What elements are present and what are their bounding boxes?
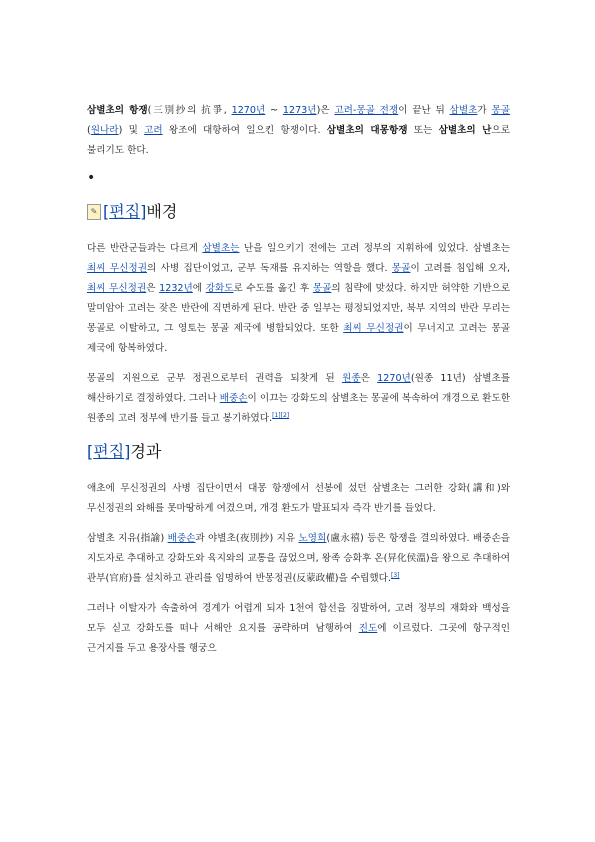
link-choe-regime[interactable]: 최씨 무신정권 xyxy=(87,263,147,274)
edit-link[interactable]: 편집 xyxy=(93,442,125,461)
link-wonjong[interactable]: 원종 xyxy=(342,373,361,384)
link-1232[interactable]: 1232년 xyxy=(159,283,193,294)
background-paragraph-1: 다른 반란군들과는 다르게 삼별초는 난을 일으키기 전에는 고려 정부의 지휘하에 있었다. 삼별초는 최씨 무신정권의 사병 집단이었고, 군부 독재를 유지하는 역할을 했다. 몽골이 고려를 침입해 오자, 최씨 무신정권은 1232년에 강화도로 수도를 옮긴 후 몽골의 침략에 맞섰다. 하지만 허약한 기반으로 말미암아 고려는 잦은 반란에 직면하게 된다. 반란 중 일부는 평정되었지만, 북부 지역의 반란 무리는 몽골로 이탈하고, 그 영토는 몽골 제국에 병합되었다. 또한 최씨 무신정권이 무너지고 고려는 몽골 제국에 항복하였다. xyxy=(87,243,511,354)
course-paragraph-3: 그러나 이탈자가 속출하여 경계가 어렵게 되자 1천여 함선을 징발하여, 고려 정부의 재화와 백성을 모두 싣고 강화도를 떠나 서해안 요지를 공략하며 남행하여 진도에 이르렀다. 그곳에 항구적인 근거지를 두고 용장사를 행궁으 xyxy=(87,603,510,654)
section-heading-course xyxy=(87,441,510,463)
link-choe-regime[interactable]: 최씨 무신정권 xyxy=(343,323,404,334)
link-mongol[interactable]: 몽골 xyxy=(391,263,411,274)
link-mongol[interactable]: 몽골 xyxy=(312,283,332,294)
link-1270[interactable]: 1270년 xyxy=(377,373,411,384)
course-paragraph-1: 애초에 무신정권의 사병 집단이면서 대몽 항쟁에서 선봉에 섰던 삼별초는 그러한 강화(講和)와 무신정권의 와해를 못마땅하게 여겼으며, 개경 환도가 발표되자 즉각 반기를 들었다. xyxy=(87,483,510,514)
link-goryeo[interactable]: 고려 xyxy=(144,125,163,136)
bold-term: 삼별초의 난 xyxy=(438,125,492,136)
edit-bracket: [편집] xyxy=(103,202,147,221)
footnote-link[interactable]: [1][2] xyxy=(272,411,290,419)
link-sambyeolcho[interactable]: 삼별초는 xyxy=(202,243,240,254)
link-mongol[interactable]: 몽골 xyxy=(491,105,510,116)
link-ganghwado[interactable]: 강화도 xyxy=(205,283,234,294)
edit-bracket: [편집] xyxy=(87,442,131,461)
background-paragraph-2: 몽골의 지원으로 군부 정권으로부터 권력을 되찾게 된 원종은 1270년(원종 11년) 삼별초를 해산하기로 결정하였다. 그러나 배중손이 이끄는 강화도의 삼별초는 몽골에 복속하여 개경으로 환도한 원종의 고려 정부에 반기를 들고 봉기하였다.[1][2] xyxy=(87,373,510,424)
edit-icon: ✎ xyxy=(87,204,101,220)
link-jindo[interactable]: 진도 xyxy=(358,623,378,634)
bold-term: 삼별초의 항쟁 xyxy=(87,105,148,116)
link-1273[interactable]: 1273년 xyxy=(282,105,317,116)
section-title: 배경 xyxy=(146,202,178,221)
link-yuan[interactable]: 원나라 xyxy=(90,125,119,136)
course-paragraph-2: 삼별초 지유(指諭) 배중손과 야별초(夜別抄) 지유 노영희(盧永禧) 등은 항쟁을 결의하였다. 배중손을 지도자로 추대하고 강화도와 육지와의 교통을 끊었으며, 왕족 승화후 온(昇化侯溫)을 왕으로 추대하여 관부(官府)를 설치하고 관리를 임명하여 반몽정권(反蒙政權)을 수립했다.[3] xyxy=(87,533,510,584)
bullet: • xyxy=(87,170,96,186)
link-goryeo-mongol-war[interactable]: 고려-몽골 전쟁 xyxy=(334,105,399,116)
link-bae-jungson[interactable]: 배중손 xyxy=(219,393,248,404)
link-bae-jungson[interactable]: 배중손 xyxy=(167,533,196,544)
article-content xyxy=(87,101,510,659)
edit-link[interactable]: 편집 xyxy=(109,202,141,221)
section-title: 경과 xyxy=(130,442,162,461)
link-choe-regime[interactable]: 최씨 무신정권 xyxy=(87,283,147,294)
link-1270[interactable]: 1270년 xyxy=(231,105,266,116)
intro-paragraph: 삼별초의 항쟁(三別抄의 抗爭, 1270년 ~ 1273년)은 고려-몽골 전쟁이 끝난 뒤 삼별초가 몽골(원나라) 및 고려 왕조에 대항하여 일으킨 항쟁이다. 삼별초의 대몽항쟁 또는 삼별초의 난으로 불리기도 한다. xyxy=(87,105,511,156)
bold-term: 삼별초의 대몽항쟁 xyxy=(326,125,408,136)
section-heading-background xyxy=(87,201,510,223)
link-no-yeonghui[interactable]: 노영희 xyxy=(298,533,327,544)
link-sambyeolcho[interactable]: 삼별초 xyxy=(449,105,478,116)
footnote-link[interactable]: [3] xyxy=(391,571,400,579)
